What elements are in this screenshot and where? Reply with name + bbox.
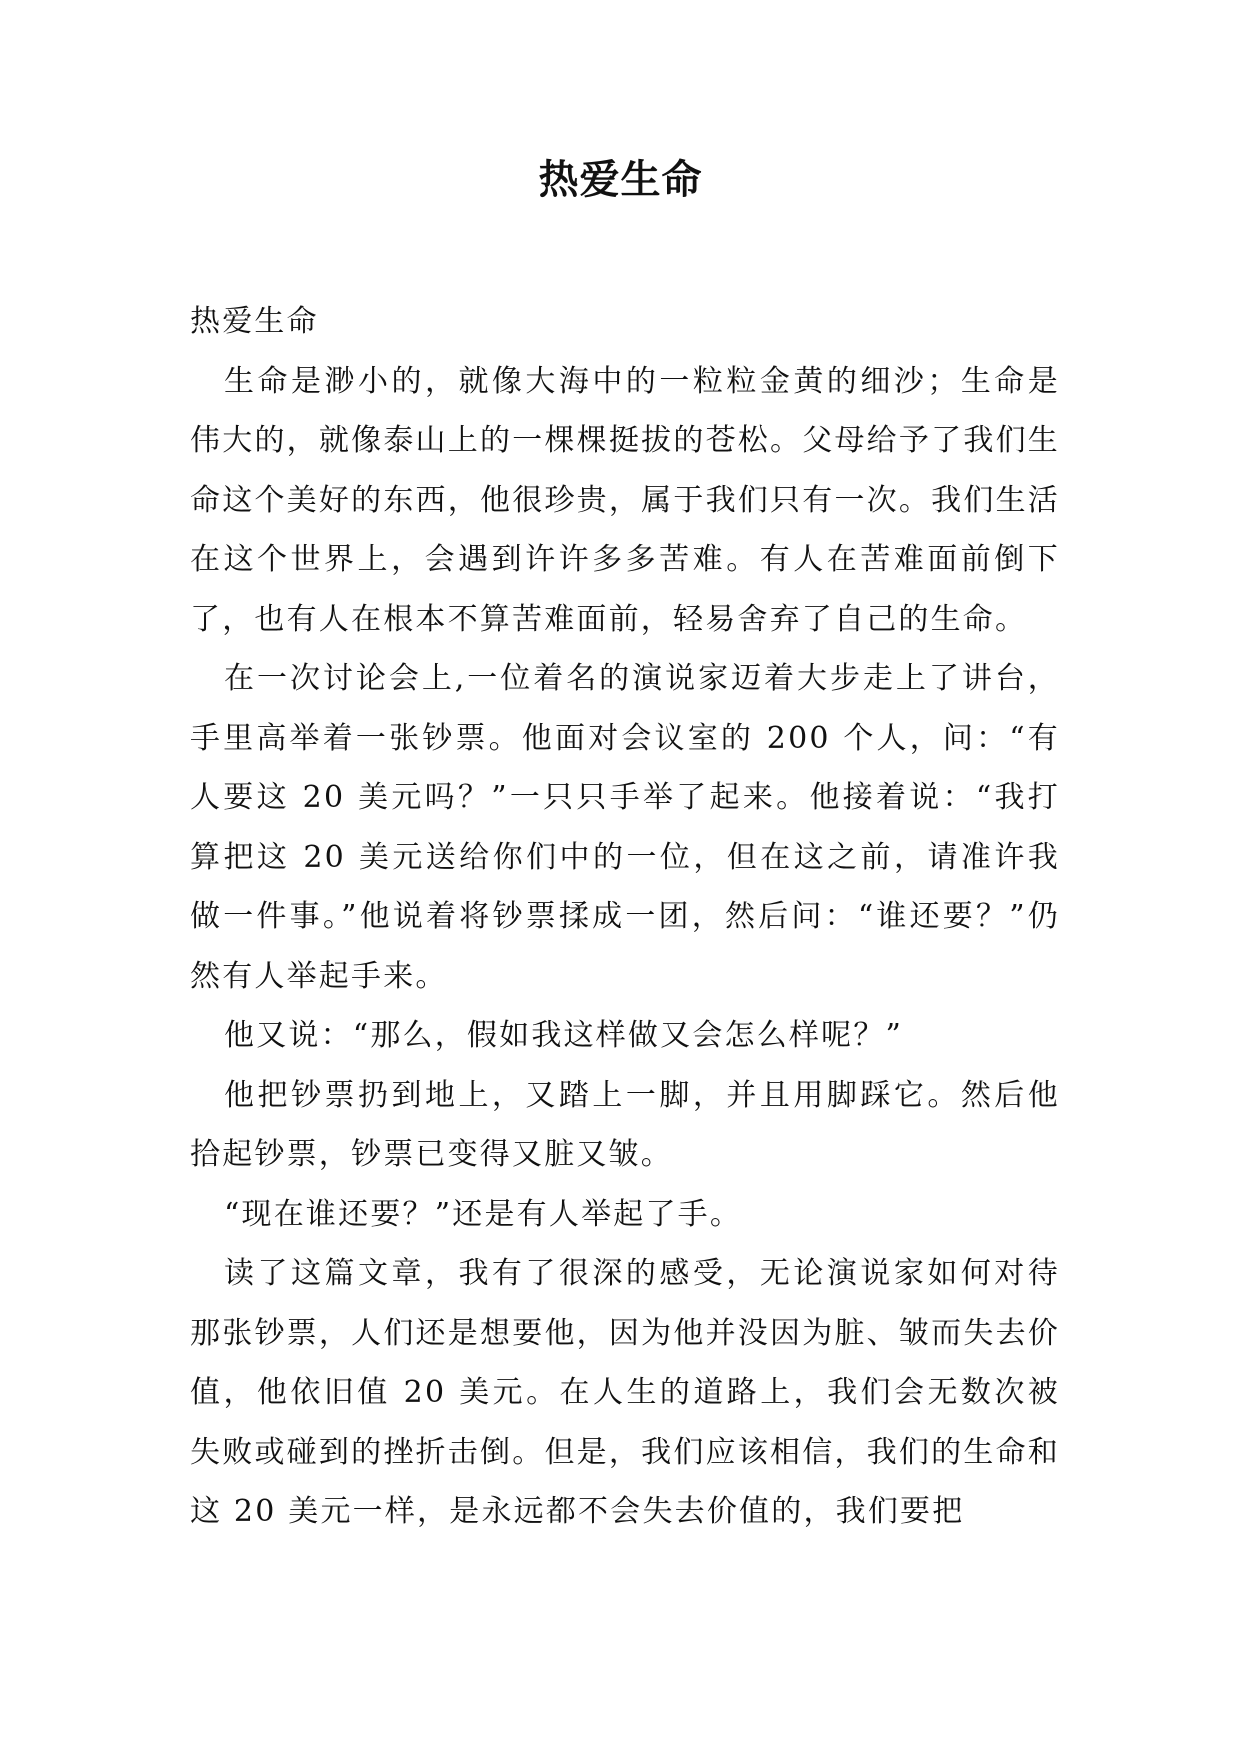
document-title: 热爱生命 (538, 157, 703, 203)
paragraph: 读了这篇文章，我有了很深的感受，无论演说家如何对待那张钞票，人们还是想要他，因为他并没因为脏、皱而失去价值，他依旧值 20 美元。在人生的道路上，我们会无数次被失败或碰到的挫折击倒。但是，我们应该相信，我们的生命和这 20 美元一样，是永远都不会失去价值的，我们要把 (190, 1256, 1060, 1529)
paragraph: 生命是渺小的，就像大海中的一粒粒金黄的细沙；生命是伟大的，就像泰山上的一棵棵挺拔的苍松。父母给予了我们生命这个美好的东西，他很珍贵，属于我们只有一次。我们生活在这个世界上，会遇到许许多多苦难。有人在苦难面前倒下了，也有人在根本不算苦难面前，轻易舍弃了自己的生命。 (190, 363, 1060, 637)
paragraph: 他把钞票扔到地上，又踏上一脚，并且用脚踩它。然后他拾起钞票，钞票已变得又脏又皱。 (190, 1077, 1060, 1172)
paragraph: 他又说：“那么，假如我这样做又会怎么样呢？” (224, 1018, 904, 1053)
paragraph: “现在谁还要？”还是有人举起了手。 (224, 1196, 743, 1232)
article-subtitle: 热爱生命 (190, 304, 319, 339)
document-body (190, 292, 1060, 1542)
paragraph: 在一次讨论会上,一位着名的演说家迈着大步走上了讲台，手里高举着一张钞票。他面对会议室的 200 个人，问：“有人要这 20 美元吗？”一只只手举了起来。他接着说：“我打算把这 20 美元送给你们中的一位，但在这之前，请准许我做一件事。”他说着将钞票揉成一团，然后问：“谁还要？”仍然有人举起手来。 (190, 661, 1060, 994)
